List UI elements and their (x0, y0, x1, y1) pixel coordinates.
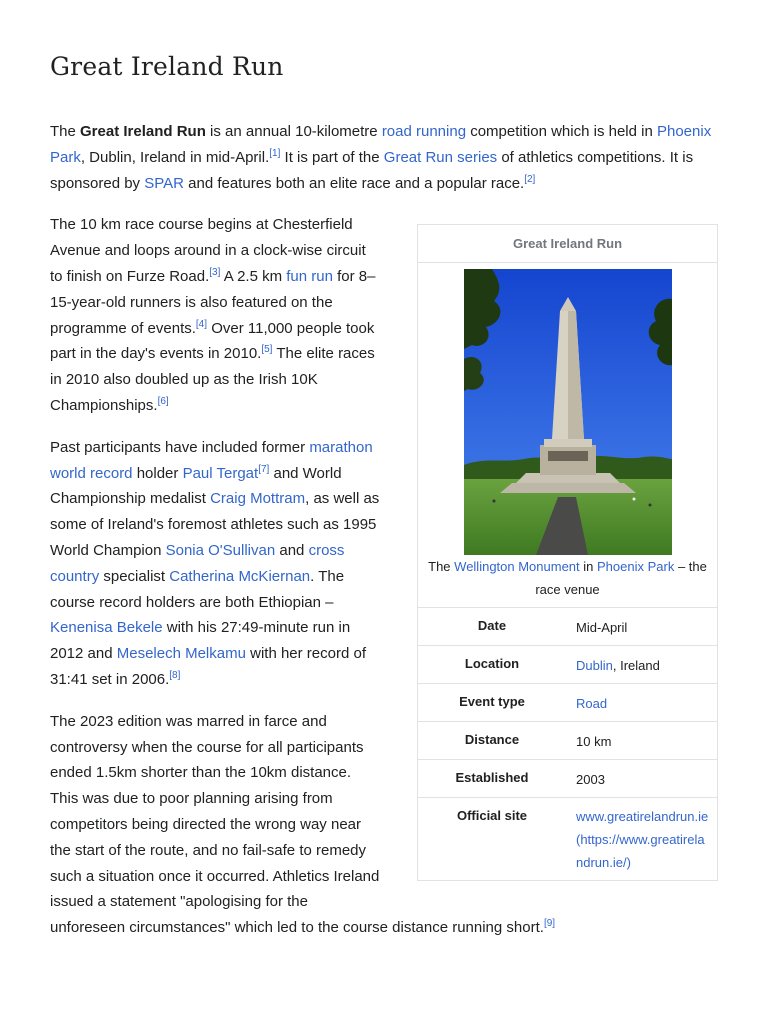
reference-5[interactable]: [5] (261, 344, 273, 356)
wellington-monument-photo (464, 269, 672, 555)
link-url: (https://www.greatirelandrun.ie/) (576, 832, 705, 871)
link-text: www.greatirelandrun.ie (576, 809, 709, 825)
link-craig-mottram[interactable]: Craig Mottram (210, 490, 306, 508)
reference-9[interactable]: [9] (543, 918, 556, 930)
infobox-row-date (418, 607, 717, 645)
infobox-label: Location (464, 656, 520, 672)
infobox-row-established (418, 759, 717, 797)
link-marathon-world-record[interactable]: marathon world record (50, 438, 373, 482)
text: in (579, 559, 597, 575)
text: The 2023 edition was marred in farce and controversy when the course for all participants ended 1.5km shorter than the 10km distance. This was due to poor planning arising from competitors being directed the wrong way near the start of the route, and no fail-safe to remedy such a situation once it occurred. Athletics Ireland issued a statement "apologising for the unforeseen circumstances" which led to the course distance running short. (50, 712, 544, 937)
link-paul-tergat[interactable]: Paul Tergat (182, 464, 259, 482)
text: and features both an elite race and a popular race. (183, 174, 525, 192)
link-official-site[interactable] (576, 809, 708, 870)
reference-1[interactable]: [1] (269, 147, 281, 159)
reference-6[interactable]: [6] (157, 395, 169, 407)
reference-4[interactable]: [4] (195, 318, 208, 330)
link-meselech-melkamu[interactable]: Meselech Melkamu (116, 645, 246, 663)
infobox-caption (418, 555, 717, 607)
link-catherina-mckiernan[interactable]: Catherina McKiernan (169, 567, 311, 585)
link-wellington-monument[interactable]: Wellington Monument (454, 559, 580, 575)
infobox-value: 2003 (576, 772, 605, 788)
text: , as well as some of Ireland's foremost athletes such as 1995 World Champion (50, 490, 380, 559)
text: competition which is held in (466, 123, 657, 140)
text: The (428, 559, 455, 575)
infobox (417, 224, 718, 881)
infobox-value (566, 798, 716, 880)
link-caption-phoenix-park[interactable]: Phoenix Park (597, 559, 675, 575)
reference-7[interactable]: [7] (258, 463, 270, 475)
text: specialist (99, 567, 170, 585)
reference-3[interactable]: [3] (209, 266, 221, 278)
text: Past participants have included former (50, 438, 310, 456)
page-title: Great Ireland Run (50, 52, 284, 81)
text: and World Championship medalist (50, 464, 342, 508)
infobox-image[interactable] (418, 263, 717, 555)
link-kenenisa-bekele[interactable]: Kenenisa Bekele (50, 619, 163, 637)
text: Over 11,000 people took part in the day's events in 2010. (50, 319, 375, 363)
infobox-row-distance (418, 721, 717, 759)
infobox-title: Great Ireland Run (418, 225, 717, 263)
link-dublin[interactable]: Dublin (576, 658, 613, 674)
link-cross-country[interactable]: cross country (50, 541, 345, 585)
link-phoenix-park[interactable]: Phoenix Park (50, 123, 712, 166)
link-sonia-osullivan[interactable]: Sonia O'Sullivan (165, 541, 276, 559)
link-great-run-series[interactable]: Great Run series (383, 148, 498, 166)
text: , Dublin, Ireland in mid-April. (80, 148, 270, 166)
link-spar[interactable]: SPAR (144, 174, 184, 192)
reference-2[interactable]: [2] (524, 173, 536, 185)
text: with his 27:49-minute run in 2012 and (50, 619, 351, 663)
infobox-row-official-site (418, 797, 717, 880)
link-road-running[interactable]: road running (381, 123, 467, 140)
article-subject: Great Ireland Run (80, 123, 206, 140)
infobox-label: Date (477, 618, 507, 634)
article-body (50, 119, 718, 957)
intro-paragraph (50, 119, 718, 196)
text: The (50, 123, 81, 140)
text: The 10 km race course begins at Chesterfield Avenue and loops around in a clock-wise circuit to finish on Furze Road. (50, 216, 366, 285)
infobox-label: Distance (464, 732, 520, 748)
infobox-value: Mid-April (576, 620, 628, 636)
text: of athletics competitions. It is sponsored by (50, 148, 694, 192)
infobox-value (566, 646, 716, 683)
text: is an annual 10-kilometre (205, 123, 382, 140)
infobox-label: Established (455, 770, 529, 786)
infobox-label: Event type (459, 694, 525, 710)
reference-8[interactable]: [8] (169, 669, 181, 681)
text: . The course record holders are both Ethiopian – (50, 567, 345, 611)
text: The elite races in 2010 also doubled up as the Irish 10K Championships. (50, 345, 375, 414)
text: with her record of 31:41 set in 2006. (50, 645, 367, 688)
text: and (275, 541, 309, 559)
text: holder (132, 464, 183, 482)
text: – the race venue (535, 559, 707, 598)
infobox-value (566, 684, 716, 721)
link-road[interactable]: Road (576, 696, 608, 712)
text: for 8–15-year-old runners is also featured on the programme of events. (50, 267, 376, 337)
infobox-label: Official site (456, 808, 528, 824)
infobox-row-event-type (418, 683, 717, 721)
text: It is part of the (280, 148, 384, 166)
infobox-row-location (418, 645, 717, 683)
link-fun-run[interactable]: fun run (286, 267, 333, 285)
text: A 2.5 km (220, 267, 287, 285)
infobox-value: 10 km (576, 734, 612, 750)
text: , Ireland (612, 658, 660, 674)
